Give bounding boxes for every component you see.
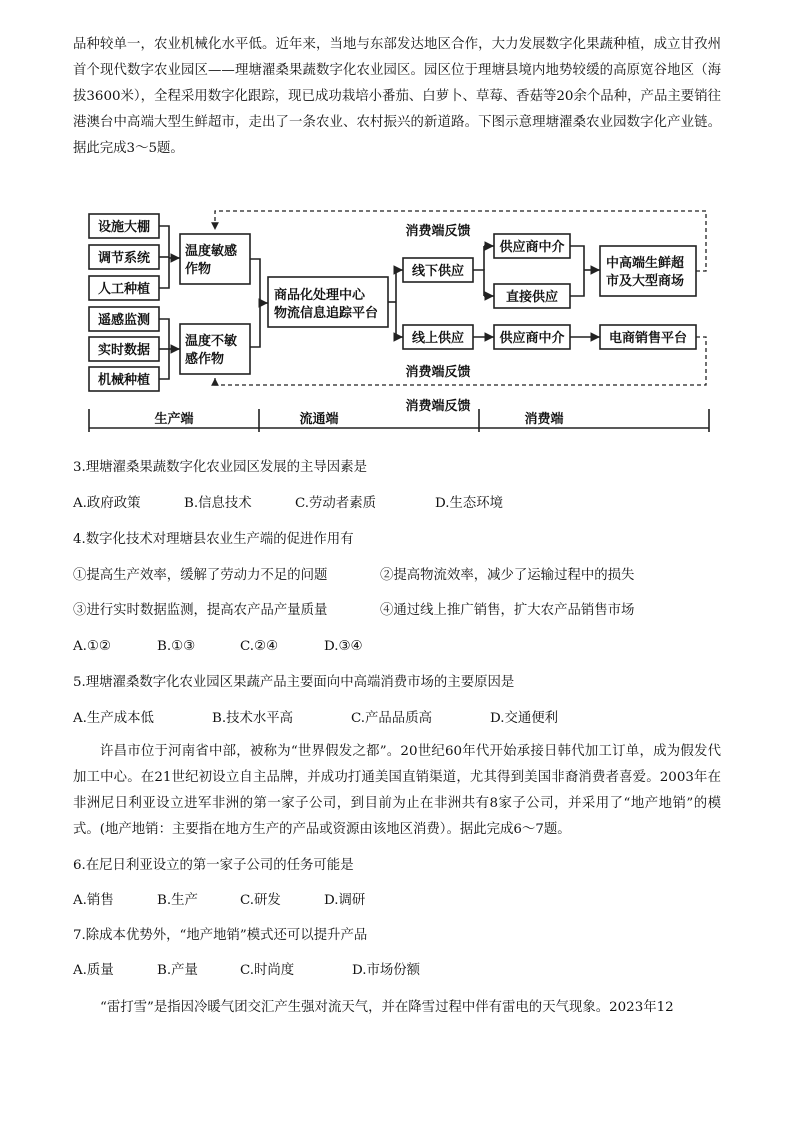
q3-option-d[interactable]: D.生态环境 (435, 496, 504, 511)
stage-consumption-label: 消费端 (524, 412, 564, 427)
q4-statement-2: ②提高物流效率，减少了运输过程中的损失 (380, 568, 635, 583)
supplier-intermediary-bottom: 供应商中介 (499, 331, 565, 346)
input-manual-planting: 人工种植 (97, 282, 151, 297)
q5-option-d[interactable]: D.交通便利 (490, 711, 559, 726)
q6-option-c[interactable]: C.研发 (240, 893, 281, 908)
q4-statement-3: ③进行实时数据监测，提高农产品产量质量 (73, 603, 328, 618)
q3-option-b[interactable]: B.信息技术 (184, 496, 252, 511)
input-mechanical-planting: 机械种植 (97, 373, 151, 388)
q3-option-c[interactable]: C.劳动者素质 (295, 496, 376, 511)
q5-option-c[interactable]: C.产品品质高 (351, 711, 432, 726)
q4-option-c[interactable]: C.②④ (240, 639, 279, 654)
q7-stem: 7.除成本优势外，“地产地销”模式还可以提升产品 (73, 928, 368, 943)
q4-option-d[interactable]: D.③④ (324, 639, 363, 654)
q6-stem: 6.在尼日利亚设立的第一家子公司的任务可能是 (73, 858, 354, 873)
feedback-label-top: 消费端反馈 (405, 224, 471, 239)
q4-stem: 4.数字化技术对理塘县农业生产端的促进作用有 (73, 532, 354, 547)
q4-statement-1: ①提高生产效率，缓解了劳动力不足的问题 (73, 568, 328, 583)
crop-sensitive-text: 温度敏感 (185, 244, 238, 259)
feedback-label-bottom: 消费端反馈 (405, 399, 471, 414)
q5-option-a[interactable]: A.生产成本低 (73, 711, 154, 726)
feedback-label-mid: 消费端反馈 (405, 365, 471, 380)
q7-option-c[interactable]: C.时尚度 (240, 963, 295, 978)
q4-option-a[interactable]: A.①② (73, 639, 111, 654)
industry-chain-diagram (84, 204, 714, 436)
supplier-intermediary-top: 供应商中介 (499, 240, 565, 255)
supermarket-label (606, 255, 684, 289)
passage-thundersnow: “雷打雪”是指因冷暖气团交汇产生强对流天气，并在降雪过程中伴有雷电的天气现象。2023年12 (100, 1000, 674, 1015)
input-real-time-data: 实时数据 (97, 343, 151, 358)
q7-option-d[interactable]: D.市场份额 (352, 963, 421, 978)
processing-center-text: 商品化处理中心 (274, 288, 366, 303)
supermarket-text-line2: 市及大型商场 (606, 274, 685, 289)
processing-center-text-line2: 物流信息追踪平台 (274, 306, 379, 321)
input-remote-sensing: 遥感监测 (97, 313, 151, 328)
ecommerce-platform-label: 电商销售平台 (608, 331, 688, 346)
q6-option-d[interactable]: D.调研 (324, 893, 366, 908)
intro-paragraph: 品种较单一，农业机械化水平低。近年来，当地与东部发达地区合作，大力发展数字化果蔬种植，成立甘孜州首个现代数字农业园区——理塘濯桑果蔬数字化农业园区。园区位于理塘县境内地势较缓的高原宽谷地区（海拔3600米），全程采用数字化跟踪，现已成功栽培小番茄、白萝卜、草莓、香菇等20余个品种，产品主要销往港澳台中高端大型生鲜超市，走出了一条农业、农村振兴的新道路。下图示意理塘濯桑农业园数字化产业链。据此完成3～5题。 (73, 37, 721, 156)
crop-sensitive-label (185, 243, 237, 277)
q4-option-b[interactable]: B.①③ (157, 639, 196, 654)
crop-insensitive-text-line2: 感作物 (185, 352, 225, 367)
q5-option-b[interactable]: B.技术水平高 (212, 711, 294, 726)
crop-sensitive-text-line2: 作物 (185, 262, 212, 277)
q6-option-a[interactable]: A.销售 (73, 893, 114, 908)
direct-supply-label: 直接供应 (505, 290, 559, 305)
crop-insensitive-label (185, 333, 237, 367)
processing-center-label (274, 287, 378, 321)
input-facility-greenhouse: 设施大棚 (97, 220, 151, 235)
online-supply-label: 线上供应 (411, 331, 465, 346)
offline-supply-label: 线下供应 (411, 264, 465, 279)
q5-stem: 5.理塘濯桑数字化农业园区果蔬产品主要面向中高端消费市场的主要原因是 (73, 675, 515, 690)
supermarket-text: 中高端生鲜超 (606, 256, 685, 271)
q7-option-b[interactable]: B.产量 (157, 963, 198, 978)
q3-stem: 3.理塘濯桑果蔬数字化农业园区发展的主导因素是 (73, 460, 367, 475)
stage-production-label: 生产端 (154, 412, 194, 427)
input-regulation-system: 调节系统 (97, 251, 151, 266)
q4-statement-4: ④通过线上推广销售，扩大农产品销售市场 (380, 603, 635, 618)
crop-insensitive-text: 温度不敏 (185, 334, 238, 349)
q6-option-b[interactable]: B.生产 (157, 893, 198, 908)
q7-option-a[interactable]: A.质量 (73, 963, 114, 978)
stage-circulation-label: 流通端 (299, 412, 339, 427)
q3-option-a[interactable]: A.政府政策 (73, 496, 141, 511)
passage-wig-industry: 许昌市位于河南省中部，被称为“世界假发之都”。20世纪60年代开始承接日韩代加工订单，成为假发代加工中心。在21世纪初设立自主品牌，并成功打通美国直销渠道，尤其得到美国非裔消费者喜爱。2003年在非洲尼日利亚设立进军非洲的第一家子公司，到目前为止在非洲共有8家子公司，并采用了“地产地销”的模式。(地产地销：主要指在地方生产的产品或资源由该地区消费）。据此完成6～7题。 (73, 744, 721, 837)
